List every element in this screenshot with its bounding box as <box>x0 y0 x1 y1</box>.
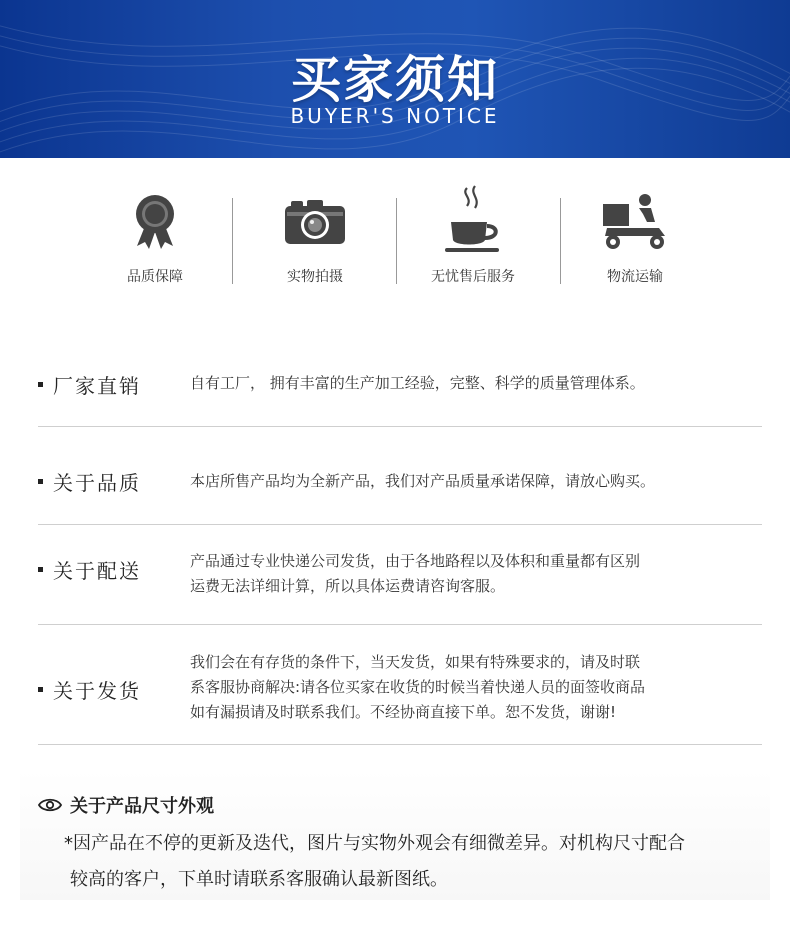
bullet-icon <box>38 382 43 387</box>
notice-line: *因产品在不停的更新及迭代，图片与实物外观会有细微差异。对机构尺寸配合 <box>64 833 685 854</box>
section-line: 如有漏损请及时联系我们。不经协商直接下单。恕不发货，谢谢! <box>190 703 617 721</box>
section-title-wrap <box>38 555 141 584</box>
section-title: 厂家直销 <box>53 374 141 398</box>
feature-label: 无忧售后服务 <box>431 269 515 285</box>
feature-photo <box>240 182 390 286</box>
medal-icon <box>131 194 179 250</box>
feature-aftersales <box>398 182 548 286</box>
feature-label: 物流运输 <box>607 269 663 285</box>
divider <box>396 198 397 284</box>
feature-label: 品质保障 <box>127 269 183 285</box>
section-line: 运费无法详细计算，所以具体运费请咨询客服。 <box>190 577 506 595</box>
section-title-wrap <box>38 675 141 704</box>
bullet-icon <box>38 479 43 484</box>
header-banner <box>0 0 790 158</box>
camera-icon <box>283 198 347 246</box>
section-text <box>190 549 640 599</box>
section-quality <box>38 427 762 525</box>
section-shipping <box>38 625 762 745</box>
section-title: 关于配送 <box>53 559 141 583</box>
feature-quality <box>80 182 230 286</box>
size-notice <box>20 770 770 900</box>
section-text <box>190 469 655 494</box>
delivery-scooter-icon <box>599 192 671 252</box>
feature-logistics <box>560 182 710 286</box>
notice-heading <box>38 792 214 818</box>
section-line: 本店所售产品均为全新产品，我们对产品质量承诺保障，请放心购买。 <box>190 472 656 490</box>
notice-text <box>64 826 764 898</box>
bullet-icon <box>38 567 43 572</box>
section-direct-sales <box>38 340 762 427</box>
section-line: 自有工厂， 拥有丰富的生产加工经验，完整、科学的质量管理体系。 <box>190 374 645 392</box>
eye-icon <box>38 797 62 813</box>
section-title: 关于品质 <box>53 471 141 495</box>
feature-label: 实物拍摄 <box>287 269 343 285</box>
section-title-wrap <box>38 370 141 399</box>
feature-strip <box>0 158 790 308</box>
section-title-wrap <box>38 467 141 496</box>
banner-title: 买家须知 <box>291 51 499 109</box>
bullet-icon <box>38 687 43 692</box>
divider <box>232 198 233 284</box>
section-line: 系客服协商解决:请各位买家在收货的时候当着快递人员的面签收商品 <box>190 678 646 696</box>
section-line: 我们会在有存货的条件下，当天发货，如果有特殊要求的，请及时联 <box>190 653 641 671</box>
notice-line: 较高的客户，下单时请联系客服确认最新图纸。 <box>70 869 448 890</box>
section-text <box>190 371 645 396</box>
section-delivery <box>38 525 762 625</box>
coffee-cup-icon <box>443 184 503 260</box>
section-title: 关于发货 <box>53 679 141 703</box>
section-text <box>190 650 645 725</box>
banner-subtitle: BUYER'S NOTICE <box>290 104 500 128</box>
notice-title: 关于产品尺寸外观 <box>70 796 214 817</box>
section-line: 产品通过专业快递公司发货，由于各地路程以及体积和重量都有区别 <box>190 552 641 570</box>
